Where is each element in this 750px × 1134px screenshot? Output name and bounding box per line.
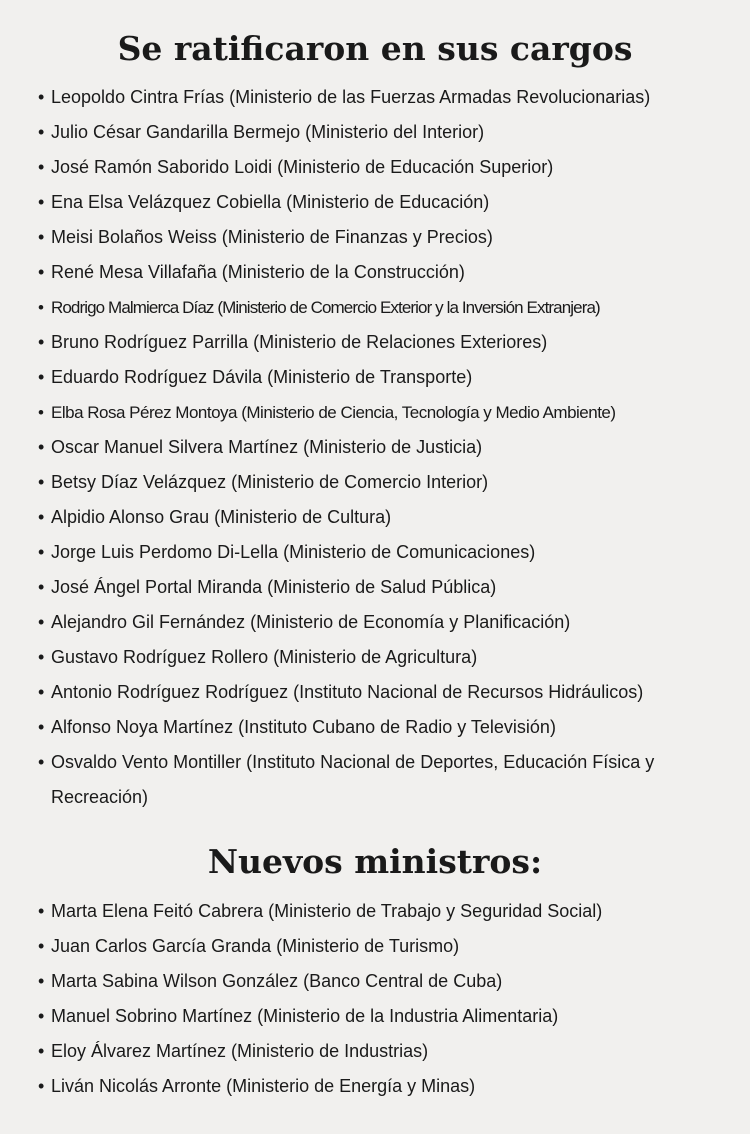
list-item (38, 255, 738, 290)
list-item (38, 80, 738, 115)
item-text: Gustavo Rodríguez Rollero (Ministerio de Agricultura) (51, 647, 478, 667)
item-text: Elba Rosa Pérez Montoya (Ministerio de Ciencia, Tecnología y Medio Ambiente) (51, 403, 616, 422)
item-text: José Ángel Portal Miranda (Ministerio de Salud Pública) (51, 577, 497, 597)
bullet: • (38, 192, 45, 212)
item-text: Bruno Rodríguez Parrilla (Ministerio de Relaciones Exteriores) (51, 332, 548, 352)
bullet: • (38, 87, 45, 107)
list-item (38, 325, 738, 360)
bullet: • (38, 437, 45, 457)
ratified-heading: Se ratificaron en sus cargos (117, 29, 633, 68)
list-item (38, 964, 738, 999)
list-item (38, 745, 661, 815)
item-text: Leopoldo Cintra Frías (Ministerio de las Fuerzas Armadas Revolucionarias) (51, 87, 651, 107)
list-item (38, 220, 738, 255)
list-item (38, 1069, 738, 1104)
bullet: • (38, 612, 45, 632)
bullet: • (38, 262, 45, 282)
item-text: Rodrigo Malmierca Díaz (Ministerio de Comercio Exterior y la Inversión Extranjera) (51, 298, 600, 317)
ratified-list (38, 80, 738, 815)
list-item (38, 465, 738, 500)
list-item (38, 535, 738, 570)
item-text: Alfonso Noya Martínez (Instituto Cubano de Radio y Televisión) (51, 717, 556, 737)
bullet: • (38, 507, 45, 527)
list-item (38, 290, 738, 325)
bullet: • (38, 1041, 45, 1061)
bullet: • (38, 367, 45, 387)
item-text: Meisi Bolaños Weiss (Ministerio de Finanzas y Precios) (51, 227, 493, 247)
new-ministers-list (38, 894, 738, 1104)
bullet: • (38, 472, 45, 492)
bullet: • (38, 157, 45, 177)
item-text: Betsy Díaz Velázquez (Ministerio de Comercio Interior) (51, 472, 489, 492)
list-item (38, 430, 738, 465)
item-text: Marta Sabina Wilson González (Banco Central de Cuba) (51, 971, 503, 991)
item-text: Osvaldo Vento Montiller (Instituto Nacional de Deportes, Educación Física y Recreación) (51, 752, 655, 807)
list-item (38, 185, 738, 220)
list-item (38, 500, 738, 535)
bullet: • (38, 227, 45, 247)
bullet: • (38, 332, 45, 352)
item-text: Jorge Luis Perdomo Di-Lella (Ministerio de Comunicaciones) (51, 542, 536, 562)
item-text: Alpidio Alonso Grau (Ministerio de Cultura) (51, 507, 392, 527)
bullet: • (38, 1076, 45, 1096)
bullet: • (38, 717, 45, 737)
list-item (38, 640, 738, 675)
item-text: Alejandro Gil Fernández (Ministerio de Economía y Planificación) (51, 612, 571, 632)
list-item (38, 999, 738, 1034)
item-text: Oscar Manuel Silvera Martínez (Ministerio de Justicia) (51, 437, 483, 457)
bullet: • (38, 577, 45, 597)
bullet: • (38, 936, 45, 956)
item-text: Manuel Sobrino Martínez (Ministerio de la Industria Alimentaria) (51, 1006, 559, 1026)
item-text: René Mesa Villafaña (Ministerio de la Construcción) (51, 262, 465, 282)
bullet: • (38, 403, 44, 422)
list-item (38, 115, 738, 150)
new-ministers-heading: Nuevos ministros: (207, 842, 543, 881)
list-item (38, 150, 738, 185)
item-text: Eloy Álvarez Martínez (Ministerio de Industrias) (51, 1041, 429, 1061)
list-item (38, 570, 738, 605)
list-item (38, 360, 738, 395)
item-text: Juan Carlos García Granda (Ministerio de Turismo) (51, 936, 460, 956)
list-item (38, 675, 738, 710)
bullet: • (38, 682, 45, 702)
item-text: José Ramón Saborido Loidi (Ministerio de Educación Superior) (51, 157, 554, 177)
list-item (38, 605, 738, 640)
item-text: Ena Elsa Velázquez Cobiella (Ministerio de Educación) (51, 192, 490, 212)
bullet: • (38, 901, 45, 921)
item-text: Liván Nicolás Arronte (Ministerio de Energía y Minas) (51, 1076, 476, 1096)
bullet: • (38, 647, 45, 667)
item-text: Antonio Rodríguez Rodríguez (Instituto Nacional de Recursos Hidráulicos) (51, 682, 644, 702)
bullet: • (38, 298, 44, 317)
bullet: • (38, 542, 45, 562)
bullet: • (38, 752, 45, 772)
bullet: • (38, 1006, 45, 1026)
list-item (38, 894, 738, 929)
list-item (38, 929, 738, 964)
list-item (38, 395, 738, 430)
bullet: • (38, 122, 45, 142)
list-item (38, 710, 738, 745)
bullet: • (38, 971, 45, 991)
item-text: Julio César Gandarilla Bermejo (Ministerio del Interior) (51, 122, 485, 142)
list-item (38, 1034, 738, 1069)
item-text: Eduardo Rodríguez Dávila (Ministerio de Transporte) (51, 367, 473, 387)
item-text: Marta Elena Feitó Cabrera (Ministerio de Trabajo y Seguridad Social) (51, 901, 603, 921)
